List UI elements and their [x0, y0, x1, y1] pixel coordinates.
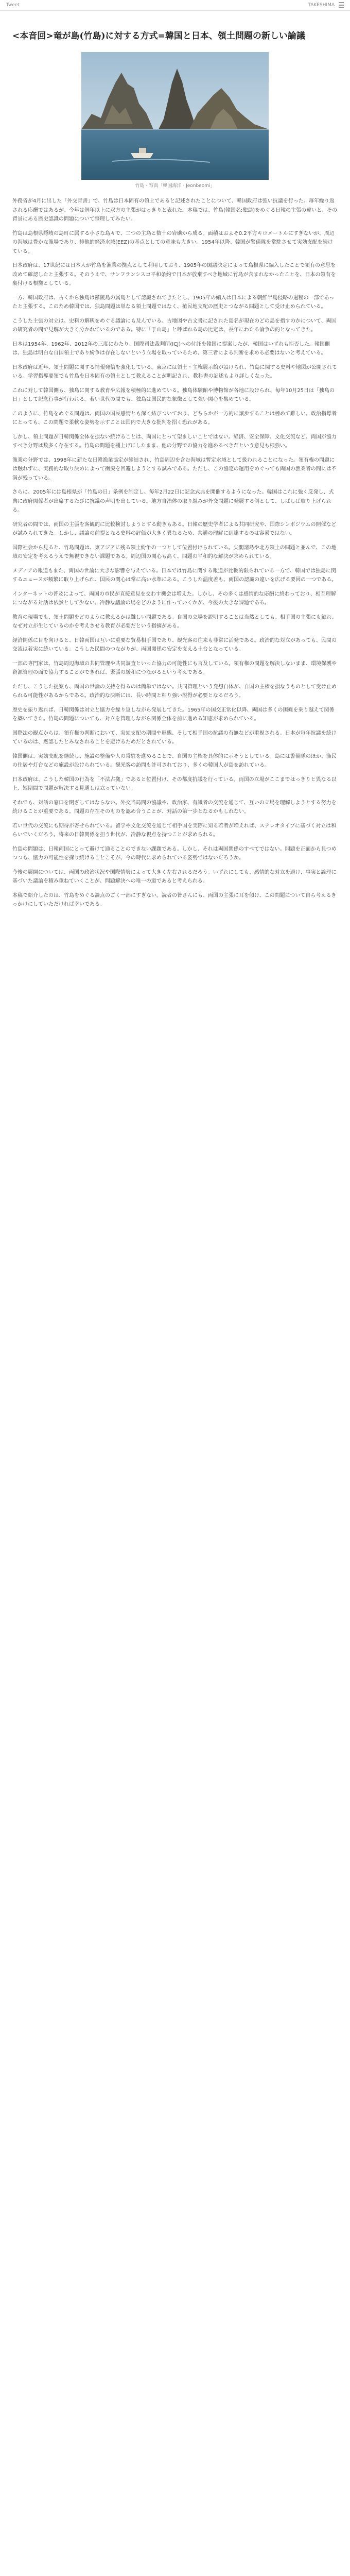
- article-paragraph: こうした主張の対立は、史料の解釈をめぐる議論にも及んでいる。古地図や古文書に記された島名が現在のどの島を指すのかについて、両国の研究者の間で見解が大きく分かれているのである。特に「于山島」と呼ばれる島の比定は、長年にわたる論争の的となってきた。: [12, 318, 337, 333]
- photo-caption: 竹島・写真「韓国海洋 · Jeonbeomi」: [135, 183, 215, 189]
- article-body: [0, 189, 350, 909]
- article-paragraph: 若い世代の交流にも期待が寄せられている。留学や文化交流を通じて相手国を実際に知る若者が増えれば、ステレオタイプに基づく対立は和らいでいくだろう。将来の日韓関係を担う世代が、冷静な視点を持つことが求められる。: [12, 823, 337, 838]
- article-paragraph: 本稿で紹介したのは、竹島をめぐる論点のごく一部にすぎない。読者の皆さんにも、両国の主張に耳を傾け、この問題について自ら考えるきっかけにしていただければ幸いである。: [12, 892, 337, 908]
- article-paragraph: このように、竹島をめぐる問題は、両国の国民感情とも深く結びついており、どちらかが一方的に譲歩することは極めて難しい。政治指導者にとっても、この問題で柔軟な姿勢を示すことは国内で大きな批判を招く恐れがある。: [12, 411, 337, 426]
- top-bar: [0, 0, 350, 11]
- article-paragraph: 日本政府は近年、領土問題に関する情報発信を強化している。東京には領土・主権展示館が設けられ、竹島に関する史料や地図が公開されている。学習指導要領でも竹島を日本固有の領土として教えることが明記され、教科書の記述もより詳しくなった。: [12, 364, 337, 380]
- article-paragraph: 経済関係に目を向けると、日韓両国は互いに重要な貿易相手国であり、観光客の往来も非常に活発である。政治的な対立があっても、民間の交流は着実に続いている。こうした民間のつながりが、両国関係の安定を支える土台となっている。: [12, 637, 337, 653]
- article-paragraph: インターネットの普及によって、両国の市民が直接意見を交わす機会は増えた。しかし、その多くは感情的な応酬に終わっており、相互理解につながる対話は依然として少ない。冷静な議論の場をどのように作っていくかが、今後の大きな課題である。: [12, 591, 336, 606]
- article-paragraph: 日本政府は、17世紀には日本人が竹島を漁業の拠点として利用しており、1905年の閣議決定によって島根県に編入したことで領有の意思を改めて確認したと主張する。そのうえで、サンフランシスコ平和条約で日本が放棄すべき地域に竹島が含まれなかったことを、日本の領有を裏付ける根拠としている。: [12, 263, 336, 287]
- boat: [131, 153, 153, 158]
- article-paragraph: 日本政府は、こうした韓国の行為を「不法占拠」であると位置付け、その都度抗議を行っている。両国の立場がここまではっきりと異なる以上、短期間で問題が解決する見通しは立っていない。: [12, 776, 337, 792]
- island-photo: [81, 52, 269, 180]
- photo-block: [0, 52, 350, 189]
- article-paragraph: 今後の展開については、両国の政治状況や国際情勢によって大きく左右されるだろう。いずれにしても、感情的な対立を避け、事実と論理に基づいた議論を積み重ねていくことが、問題解決への唯一の道であると考えられる。: [12, 869, 337, 885]
- article-paragraph: 教育の現場でも、領土問題をどのように教えるかは難しい問題である。自国の立場を説明することは当然としても、相手国の主張にも触れ、なぜ対立が生じているのかを考えさせる教育が必要だという指摘がある。: [12, 614, 337, 630]
- article-paragraph: 竹島の問題は、日韓両国にとって避けて通ることのできない課題である。しかし、それは両国関係のすべてではない。問題を正面から見つめつつも、協力の可能性を探り続けることこそが、今の時代に求められている姿勢ではないだろうか。: [12, 846, 337, 861]
- article-paragraph: 研究者の間では、両国の主張を客観的に比較検討しようとする動きもある。日韓の歴史学者による共同研究や、国際シンポジウムの開催などが試みられてきた。しかし、議論の前提となる史料の評価が大きく異なるため、共通の理解に到達するのは容易ではない。: [12, 521, 337, 537]
- article-paragraph: それでも、対話の窓口を閉ざしてはならない。外交当局間の協議や、政治家、有識者の交流を通じて、互いの立場を理解しようとする努力を続けることが重要である。問題の存在そのものを認め合うことが、対話の第一歩となるかもしれない。: [12, 800, 337, 815]
- article-paragraph: 外務省が4月に出した「外交青書」で、竹島は日本固有の領土であると記述されたことについて、韓国政府は強い抗議を行った。毎年繰り返される応酬ではあるが、今年は例年以上に双方の主張がはっきりと表れた。本稿では、竹島(韓国名:独島)をめぐる日韓の主張の違いと、その背景にある歴史認識の問題について整理してみたい。: [12, 198, 338, 223]
- article-paragraph: 国際社会から見ると、竹島問題は、東アジアに残る領土紛争の一つとして位置付けられている。尖閣諸島や北方領土の問題と並んで、この地域の安定を考えるうえで無視できない課題である。周辺国の関心も高く、問題の平和的な解決が求められている。: [12, 545, 337, 560]
- article-paragraph: 一部の専門家は、竹島周辺海域の共同管理や共同調査といった協力の可能性にも言及している。領有権の問題を解決しないまま、環境保護や資源管理の面で協力することができれば、緊張の緩和につながるという考えである。: [12, 660, 337, 676]
- section-label[interactable]: TAKESHIMA: [308, 3, 335, 8]
- article-paragraph: 歴史を振り返れば、日韓関係は対立と協力を繰り返しながら発展してきた。1965年の国交正常化以降、両国は多くの困難を乗り越えて関係を築いてきた。竹島の問題についても、対立を管理しながら関係全体を前に進める知恵が求められている。: [12, 707, 335, 722]
- boat-cabin: [139, 148, 146, 153]
- article-paragraph: これに対して韓国側も、独島に関する教育や広報を積極的に進めている。独島体験館や博物館が各地に設けられ、毎年10月25日は「独島の日」として記念行事が行われる。若い世代の間でも、独島は国民的な象徴として強い関心を集めている。: [12, 387, 335, 403]
- article-paragraph: 竹島は島根県隠岐の島町に属する小さな島々で、二つの主島と数十の岩礁から成る。面積はおよそ0.2平方キロメートルにすぎないが、周辺の海域は豊かな漁場であり、排他的経済水域(EEZ)の基点としての意味も大きい。1954年以降、韓国が警備隊を常駐させて実効支配を続けている。: [12, 230, 335, 255]
- article-title: <本音回>竜が島(竹島)に対する方式=韓国と日本、領土問題の新しい論議: [12, 31, 305, 41]
- article-paragraph: 韓国側は、実効支配を継続し、施設の整備や人の常駐を進めることで、自国の主権を具体的に示そうとしている。島には警備隊のほか、漁民の住居や灯台などの施設が設けられている。観光客の訪問も許可されており、多くの韓国人が島を訪れている。: [12, 753, 337, 769]
- article-paragraph: 日本は1954年、1962年、2012年の三度にわたり、国際司法裁判所(ICJ)への付託を韓国に提案したが、韓国はいずれも拒否した。韓国側は、独島は明白な自国領土であり紛争は存在しないという立場を取っているため、第三者による判断を求める必要はないと考えている。: [12, 341, 330, 357]
- article-paragraph: 一方、韓国政府は、古くから独島は鬱陵島の属島として認識されてきたとし、1905年の編入は日本による朝鮮半島侵略の過程の一部であったと主張する。このため韓国では、独島問題は単なる領土問題ではなく、植民地支配の歴史とつながる問題として受け止められている。: [12, 295, 335, 310]
- article-paragraph: 漁業の分野では、1998年に新たな日韓漁業協定が締結され、竹島周辺を含む海域は暫定水域として扱われることになった。領有権の問題には触れずに、実務的な取り決めによって衝突を回避しようとする試みである。ただし、この協定の運用をめぐっても両国の漁業者の間には不満が残っている。: [12, 457, 337, 481]
- tweet-link[interactable]: Tweet: [6, 3, 20, 8]
- article-paragraph: さらに、2005年には島根県が「竹島の日」条例を制定し、毎年2月22日に記念式典を開催するようになった。韓国はこれに強く反発し、式典に政府関係者が出席するたびに抗議の声明を出している。地方自治体の取り組みが外交問題に発展する例として、しばしば取り上げられる。: [12, 489, 334, 514]
- article-paragraph: ただし、こうした提案も、両国の世論の支持を得るのは簡単ではない。共同管理という発想自体が、自国の主権を損なうものとして受け止められる可能性があるからである。政治的な決断には、長い時間と粘り強い説得が必要となるだろう。: [12, 684, 337, 699]
- article-paragraph: 国際法の観点からは、領有権の判断において、実効支配の期間や形態、そして相手国の抗議の有無などが重視される。日本が毎年抗議を続けているのは、黙認したとみなされることを避けるためだとされている。: [12, 730, 337, 745]
- article-paragraph: メディアの報道もまた、両国の世論に大きな影響を与えている。日本では竹島に関する報道が比較的限られている一方で、韓国では独島に関するニュースが頻繁に取り上げられ、国民の関心は常に高い水準にある。こうした温度差も、両国の認識の違いを広げる要因の一つである。: [12, 568, 337, 583]
- top-bar-right: [308, 2, 344, 8]
- article-paragraph: しかし、領土問題が日韓関係全体を損ない続けることは、両国にとって望ましいことではない。経済、安全保障、文化交流など、両国が協力すべき分野は数多く存在する。竹島の問題を棚上げにしたまま、他の分野での協力を進めるべきだという意見も根強い。: [12, 434, 337, 449]
- menu-icon[interactable]: [339, 2, 344, 8]
- sea: [81, 129, 269, 180]
- article-header: [0, 11, 350, 42]
